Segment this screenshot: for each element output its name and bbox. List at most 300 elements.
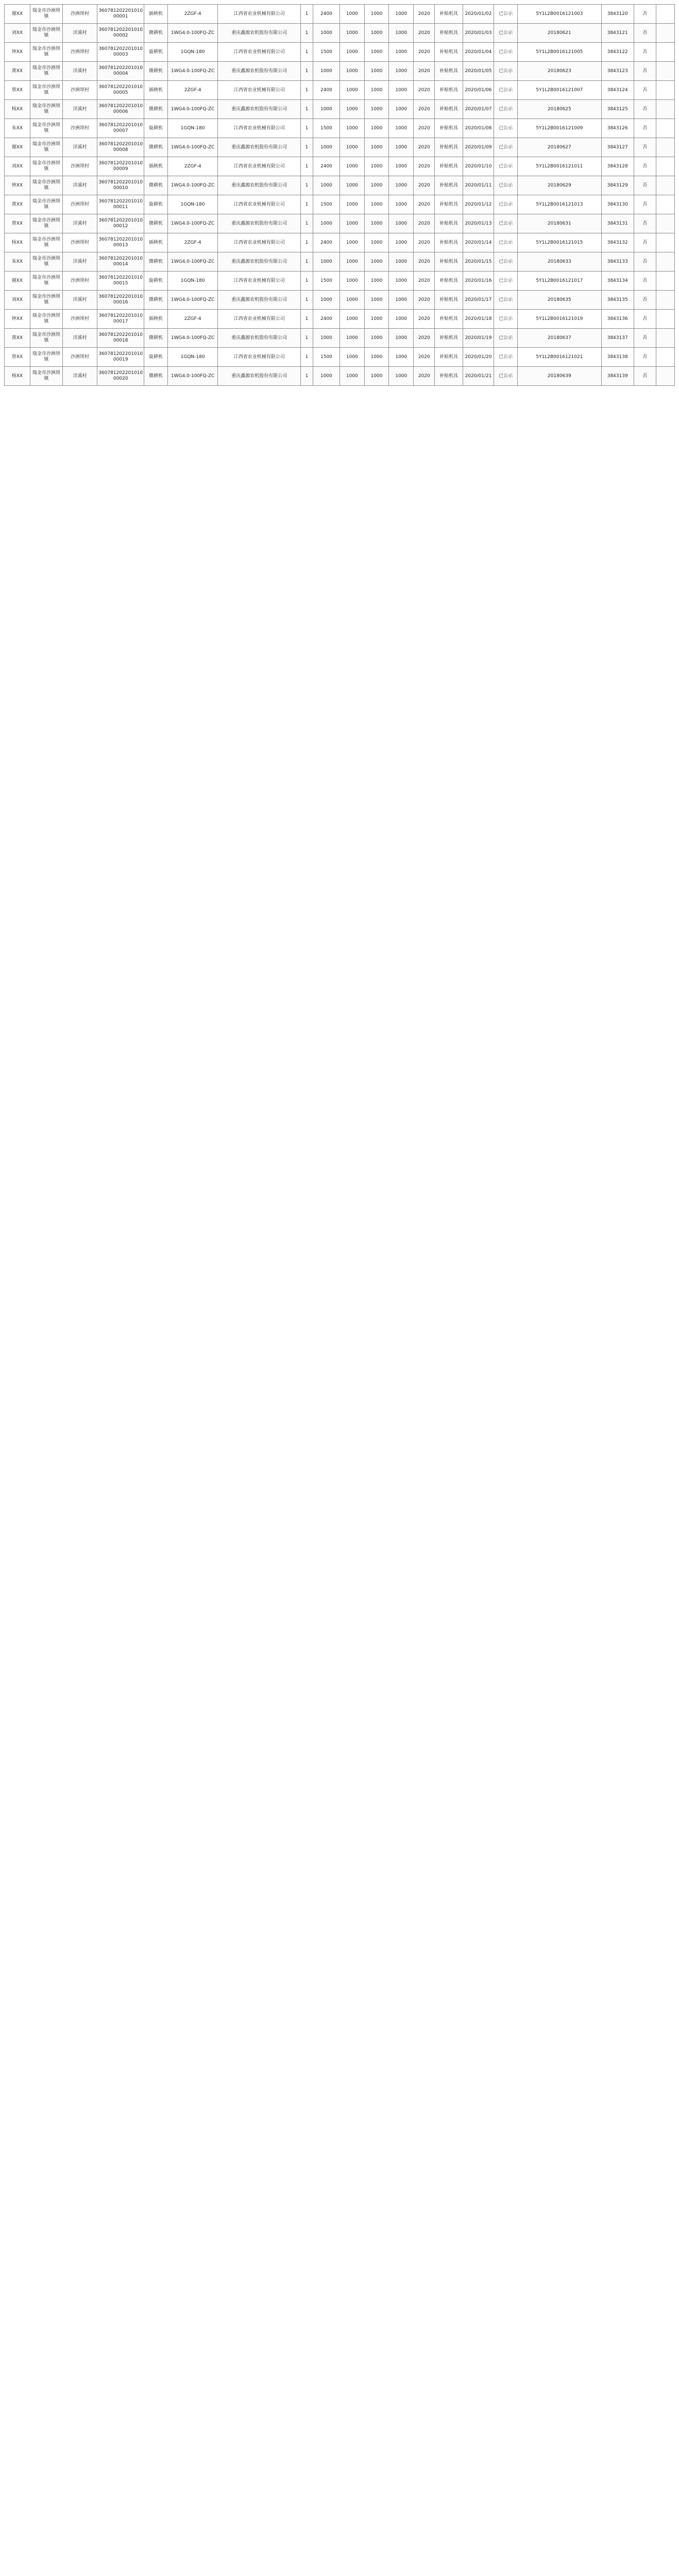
cell-status: 已公示	[494, 138, 518, 157]
cell-central-subsidy: 1000	[364, 291, 389, 310]
cell-year: 2020	[414, 100, 435, 119]
cell-unit-price: 1000	[313, 252, 340, 272]
cell-note	[656, 310, 675, 329]
table-row	[5, 367, 675, 386]
cell-manufacturer: 江西省农业机械有限公司	[218, 157, 301, 176]
cell-township: 瑞金市沙洲坝镇	[30, 272, 62, 291]
cell-note	[656, 367, 675, 386]
cell-quantity: 1	[301, 119, 313, 138]
cell-quantity: 1	[301, 233, 313, 252]
cell-subsidy: 1000	[340, 138, 364, 157]
cell-over-limit: 否	[634, 176, 656, 195]
cell-note	[656, 348, 675, 367]
cell-manufacturer: 重庆鑫源农机股份有限公司	[218, 176, 301, 195]
cell-category: 补贴机具	[435, 329, 463, 348]
cell-provincial-subsidy: 1000	[389, 214, 414, 233]
cell-quantity: 1	[301, 43, 313, 62]
cell-serial-number: 20180637	[517, 329, 601, 348]
cell-category: 补贴机具	[435, 119, 463, 138]
cell-manufacturer: 江西省农业机械有限公司	[218, 119, 301, 138]
cell-manufacturer: 重庆鑫源农机股份有限公司	[218, 329, 301, 348]
cell-serial-number: 5Y1L2B0016121003	[517, 5, 601, 24]
cell-record-code: 36078120220101000010	[97, 176, 144, 195]
table-row	[5, 329, 675, 348]
table-row	[5, 81, 675, 100]
cell-category: 补贴机具	[435, 233, 463, 252]
cell-provincial-subsidy: 1000	[389, 176, 414, 195]
cell-record-code: 36078120220101000020	[97, 367, 144, 386]
cell-year: 2020	[414, 5, 435, 24]
cell-ticket-number: 3843130	[601, 195, 634, 214]
cell-model: 1WG4.0-100FQ-ZC	[167, 367, 218, 386]
cell-buyer-name: 谢XX	[5, 138, 30, 157]
cell-record-code: 36078120220101000013	[97, 233, 144, 252]
cell-serial-number: 5Y1L2B0016121017	[517, 272, 601, 291]
subsidy-ledger	[4, 4, 675, 386]
cell-subsidy: 1000	[340, 62, 364, 81]
cell-machine-type: 插秧机	[144, 81, 168, 100]
cell-township: 瑞金市沙洲坝镇	[30, 43, 62, 62]
cell-buyer-name: 杨XX	[5, 100, 30, 119]
cell-ticket-number: 3843135	[601, 291, 634, 310]
cell-township: 瑞金市沙洲坝镇	[30, 233, 62, 252]
cell-township: 瑞金市沙洲坝镇	[30, 214, 62, 233]
cell-unit-price: 1000	[313, 24, 340, 43]
cell-machine-type: 微耕机	[144, 100, 168, 119]
cell-village: 洋溪村	[62, 100, 97, 119]
ledger-table	[4, 4, 675, 386]
cell-over-limit: 否	[634, 348, 656, 367]
cell-model: 1WG4.0-100FQ-ZC	[167, 100, 218, 119]
cell-serial-number: 5Y1L2B0016121005	[517, 43, 601, 62]
cell-record-code: 36078120220101000011	[97, 195, 144, 214]
cell-year: 2020	[414, 291, 435, 310]
cell-year: 2020	[414, 176, 435, 195]
cell-machine-type: 旋耕机	[144, 43, 168, 62]
cell-purchase-date: 2020/01/07	[463, 100, 494, 119]
cell-township: 瑞金市沙洲坝镇	[30, 252, 62, 272]
cell-provincial-subsidy: 1000	[389, 233, 414, 252]
cell-serial-number: 20180623	[517, 62, 601, 81]
cell-ticket-number: 3843138	[601, 348, 634, 367]
table-row	[5, 310, 675, 329]
cell-machine-type: 微耕机	[144, 367, 168, 386]
cell-village: 洋溪村	[62, 62, 97, 81]
cell-note	[656, 43, 675, 62]
cell-over-limit: 否	[634, 119, 656, 138]
cell-village: 洋溪村	[62, 291, 97, 310]
cell-machine-type: 微耕机	[144, 329, 168, 348]
cell-manufacturer: 江西省农业机械有限公司	[218, 43, 301, 62]
cell-purchase-date: 2020/01/04	[463, 43, 494, 62]
cell-buyer-name: 黄XX	[5, 62, 30, 81]
cell-manufacturer: 重庆鑫源农机股份有限公司	[218, 367, 301, 386]
cell-ticket-number: 3843136	[601, 310, 634, 329]
cell-note	[656, 119, 675, 138]
table-row	[5, 272, 675, 291]
cell-year: 2020	[414, 43, 435, 62]
cell-central-subsidy: 1000	[364, 233, 389, 252]
cell-status: 已公示	[494, 233, 518, 252]
cell-year: 2020	[414, 329, 435, 348]
cell-serial-number: 20180633	[517, 252, 601, 272]
cell-village: 沙洲坝村	[62, 43, 97, 62]
cell-provincial-subsidy: 1000	[389, 272, 414, 291]
cell-record-code: 36078120220101000016	[97, 291, 144, 310]
cell-subsidy: 1000	[340, 272, 364, 291]
cell-manufacturer: 江西省农业机械有限公司	[218, 195, 301, 214]
cell-subsidy: 1000	[340, 252, 364, 272]
cell-quantity: 1	[301, 176, 313, 195]
cell-ticket-number: 3843134	[601, 272, 634, 291]
table-row	[5, 24, 675, 43]
cell-quantity: 1	[301, 157, 313, 176]
cell-record-code: 36078120220101000019	[97, 348, 144, 367]
cell-manufacturer: 江西省农业机械有限公司	[218, 233, 301, 252]
cell-serial-number: 20180629	[517, 176, 601, 195]
cell-status: 已公示	[494, 214, 518, 233]
cell-purchase-date: 2020/01/15	[463, 252, 494, 272]
cell-category: 补贴机具	[435, 348, 463, 367]
cell-buyer-name: 钟XX	[5, 43, 30, 62]
cell-provincial-subsidy: 1000	[389, 100, 414, 119]
cell-status: 已公示	[494, 5, 518, 24]
cell-provincial-subsidy: 1000	[389, 310, 414, 329]
cell-provincial-subsidy: 1000	[389, 329, 414, 348]
cell-model: 1GQN-180	[167, 119, 218, 138]
table-row	[5, 252, 675, 272]
cell-ticket-number: 3843133	[601, 252, 634, 272]
cell-township: 瑞金市沙洲坝镇	[30, 195, 62, 214]
cell-purchase-date: 2020/01/19	[463, 329, 494, 348]
cell-year: 2020	[414, 252, 435, 272]
cell-model: 1GQN-180	[167, 43, 218, 62]
cell-year: 2020	[414, 310, 435, 329]
cell-over-limit: 否	[634, 24, 656, 43]
cell-central-subsidy: 1000	[364, 176, 389, 195]
cell-unit-price: 1000	[313, 329, 340, 348]
cell-quantity: 1	[301, 291, 313, 310]
cell-village: 沙洲坝村	[62, 233, 97, 252]
cell-provincial-subsidy: 1000	[389, 157, 414, 176]
cell-serial-number: 5Y1L2B0016121015	[517, 233, 601, 252]
cell-quantity: 1	[301, 214, 313, 233]
cell-township: 瑞金市沙洲坝镇	[30, 157, 62, 176]
cell-unit-price: 1500	[313, 195, 340, 214]
cell-serial-number: 20180621	[517, 24, 601, 43]
cell-serial-number: 20180639	[517, 367, 601, 386]
cell-subsidy: 1000	[340, 81, 364, 100]
cell-unit-price: 1000	[313, 138, 340, 157]
cell-unit-price: 1000	[313, 100, 340, 119]
cell-model: 2ZGF-4	[167, 310, 218, 329]
cell-serial-number: 5Y1L2B0016121009	[517, 119, 601, 138]
cell-village: 洋溪村	[62, 214, 97, 233]
cell-over-limit: 否	[634, 367, 656, 386]
cell-machine-type: 微耕机	[144, 62, 168, 81]
cell-purchase-date: 2020/01/14	[463, 233, 494, 252]
table-row	[5, 100, 675, 119]
cell-over-limit: 否	[634, 291, 656, 310]
cell-provincial-subsidy: 1000	[389, 195, 414, 214]
cell-township: 瑞金市沙洲坝镇	[30, 5, 62, 24]
cell-over-limit: 否	[634, 214, 656, 233]
cell-year: 2020	[414, 272, 435, 291]
cell-central-subsidy: 1000	[364, 119, 389, 138]
cell-ticket-number: 3843131	[601, 214, 634, 233]
cell-ticket-number: 3843122	[601, 43, 634, 62]
cell-over-limit: 否	[634, 100, 656, 119]
cell-provincial-subsidy: 1000	[389, 5, 414, 24]
cell-village: 沙洲坝村	[62, 348, 97, 367]
cell-village: 沙洲坝村	[62, 195, 97, 214]
cell-village: 沙洲坝村	[62, 81, 97, 100]
cell-model: 2ZGF-4	[167, 233, 218, 252]
cell-ticket-number: 3843127	[601, 138, 634, 157]
cell-note	[656, 100, 675, 119]
table-row	[5, 138, 675, 157]
cell-category: 补贴机具	[435, 272, 463, 291]
cell-central-subsidy: 1000	[364, 138, 389, 157]
cell-status: 已公示	[494, 81, 518, 100]
cell-subsidy: 1000	[340, 176, 364, 195]
cell-quantity: 1	[301, 329, 313, 348]
cell-village: 沙洲坝村	[62, 157, 97, 176]
cell-model: 1WG4.0-100FQ-ZC	[167, 252, 218, 272]
cell-provincial-subsidy: 1000	[389, 43, 414, 62]
cell-unit-price: 1000	[313, 214, 340, 233]
cell-status: 已公示	[494, 291, 518, 310]
cell-ticket-number: 3843126	[601, 119, 634, 138]
cell-note	[656, 214, 675, 233]
cell-machine-type: 旋耕机	[144, 119, 168, 138]
cell-manufacturer: 江西省农业机械有限公司	[218, 272, 301, 291]
cell-machine-type: 微耕机	[144, 138, 168, 157]
table-row	[5, 233, 675, 252]
cell-status: 已公示	[494, 272, 518, 291]
cell-township: 瑞金市沙洲坝镇	[30, 310, 62, 329]
cell-model: 2ZGF-4	[167, 81, 218, 100]
cell-year: 2020	[414, 367, 435, 386]
cell-provincial-subsidy: 1000	[389, 81, 414, 100]
cell-unit-price: 2400	[313, 5, 340, 24]
cell-buyer-name: 曾XX	[5, 214, 30, 233]
cell-serial-number: 5Y1L2B0016121013	[517, 195, 601, 214]
cell-central-subsidy: 1000	[364, 62, 389, 81]
cell-machine-type: 旋耕机	[144, 348, 168, 367]
cell-unit-price: 2400	[313, 81, 340, 100]
cell-buyer-name: 刘XX	[5, 24, 30, 43]
cell-subsidy: 1000	[340, 100, 364, 119]
cell-category: 补贴机具	[435, 62, 463, 81]
cell-record-code: 36078120220101000015	[97, 272, 144, 291]
cell-category: 补贴机具	[435, 291, 463, 310]
cell-purchase-date: 2020/01/05	[463, 62, 494, 81]
cell-machine-type: 旋耕机	[144, 195, 168, 214]
cell-ticket-number: 3843125	[601, 100, 634, 119]
cell-township: 瑞金市沙洲坝镇	[30, 367, 62, 386]
cell-status: 已公示	[494, 176, 518, 195]
cell-quantity: 1	[301, 138, 313, 157]
cell-over-limit: 否	[634, 233, 656, 252]
cell-village: 沙洲坝村	[62, 310, 97, 329]
cell-quantity: 1	[301, 5, 313, 24]
cell-central-subsidy: 1000	[364, 367, 389, 386]
cell-category: 补贴机具	[435, 367, 463, 386]
cell-unit-price: 1000	[313, 291, 340, 310]
cell-village: 洋溪村	[62, 176, 97, 195]
cell-purchase-date: 2020/01/18	[463, 310, 494, 329]
cell-over-limit: 否	[634, 195, 656, 214]
cell-buyer-name: 刘XX	[5, 157, 30, 176]
cell-category: 补贴机具	[435, 195, 463, 214]
cell-buyer-name: 钟XX	[5, 176, 30, 195]
cell-village: 洋溪村	[62, 138, 97, 157]
cell-buyer-name: 曾XX	[5, 348, 30, 367]
cell-central-subsidy: 1000	[364, 24, 389, 43]
cell-status: 已公示	[494, 43, 518, 62]
cell-category: 补贴机具	[435, 214, 463, 233]
cell-buyer-name: 朱XX	[5, 119, 30, 138]
cell-note	[656, 291, 675, 310]
cell-purchase-date: 2020/01/06	[463, 81, 494, 100]
cell-note	[656, 233, 675, 252]
cell-quantity: 1	[301, 252, 313, 272]
cell-year: 2020	[414, 195, 435, 214]
cell-model: 1WG4.0-100FQ-ZC	[167, 214, 218, 233]
cell-central-subsidy: 1000	[364, 100, 389, 119]
cell-central-subsidy: 1000	[364, 81, 389, 100]
cell-unit-price: 1500	[313, 272, 340, 291]
cell-buyer-name: 钟XX	[5, 310, 30, 329]
cell-record-code: 36078120220101000006	[97, 100, 144, 119]
cell-buyer-name: 黄XX	[5, 329, 30, 348]
cell-central-subsidy: 1000	[364, 252, 389, 272]
cell-category: 补贴机具	[435, 176, 463, 195]
cell-unit-price: 1000	[313, 176, 340, 195]
cell-subsidy: 1000	[340, 214, 364, 233]
ledger-body	[5, 5, 675, 386]
cell-township: 瑞金市沙洲坝镇	[30, 24, 62, 43]
cell-model: 1GQN-180	[167, 195, 218, 214]
table-row	[5, 119, 675, 138]
cell-category: 补贴机具	[435, 5, 463, 24]
cell-status: 已公示	[494, 348, 518, 367]
cell-quantity: 1	[301, 24, 313, 43]
cell-provincial-subsidy: 1000	[389, 119, 414, 138]
table-row	[5, 176, 675, 195]
cell-central-subsidy: 1000	[364, 329, 389, 348]
cell-year: 2020	[414, 119, 435, 138]
cell-unit-price: 1000	[313, 62, 340, 81]
cell-quantity: 1	[301, 195, 313, 214]
cell-over-limit: 否	[634, 157, 656, 176]
cell-year: 2020	[414, 62, 435, 81]
cell-quantity: 1	[301, 367, 313, 386]
cell-township: 瑞金市沙洲坝镇	[30, 100, 62, 119]
cell-purchase-date: 2020/01/08	[463, 119, 494, 138]
cell-year: 2020	[414, 348, 435, 367]
cell-provincial-subsidy: 1000	[389, 291, 414, 310]
cell-over-limit: 否	[634, 310, 656, 329]
cell-ticket-number: 3843139	[601, 367, 634, 386]
cell-unit-price: 1000	[313, 367, 340, 386]
cell-provincial-subsidy: 1000	[389, 62, 414, 81]
cell-manufacturer: 江西省农业机械有限公司	[218, 81, 301, 100]
cell-quantity: 1	[301, 310, 313, 329]
cell-quantity: 1	[301, 62, 313, 81]
cell-machine-type: 微耕机	[144, 24, 168, 43]
cell-provincial-subsidy: 1000	[389, 367, 414, 386]
table-row	[5, 43, 675, 62]
cell-purchase-date: 2020/01/02	[463, 5, 494, 24]
cell-note	[656, 5, 675, 24]
cell-status: 已公示	[494, 310, 518, 329]
cell-unit-price: 1500	[313, 119, 340, 138]
cell-category: 补贴机具	[435, 100, 463, 119]
cell-village: 洋溪村	[62, 329, 97, 348]
cell-purchase-date: 2020/01/03	[463, 24, 494, 43]
cell-year: 2020	[414, 81, 435, 100]
cell-model: 1GQN-180	[167, 348, 218, 367]
cell-year: 2020	[414, 214, 435, 233]
cell-purchase-date: 2020/01/09	[463, 138, 494, 157]
cell-category: 补贴机具	[435, 252, 463, 272]
table-row	[5, 214, 675, 233]
cell-status: 已公示	[494, 252, 518, 272]
cell-provincial-subsidy: 1000	[389, 252, 414, 272]
cell-note	[656, 272, 675, 291]
cell-subsidy: 1000	[340, 43, 364, 62]
cell-central-subsidy: 1000	[364, 195, 389, 214]
cell-category: 补贴机具	[435, 138, 463, 157]
cell-model: 1WG4.0-100FQ-ZC	[167, 138, 218, 157]
cell-category: 补贴机具	[435, 24, 463, 43]
cell-village: 沙洲坝村	[62, 119, 97, 138]
cell-note	[656, 24, 675, 43]
cell-category: 补贴机具	[435, 81, 463, 100]
cell-township: 瑞金市沙洲坝镇	[30, 176, 62, 195]
cell-manufacturer: 重庆鑫源农机股份有限公司	[218, 138, 301, 157]
cell-record-code: 36078120220101000008	[97, 138, 144, 157]
cell-purchase-date: 2020/01/12	[463, 195, 494, 214]
cell-subsidy: 1000	[340, 329, 364, 348]
cell-subsidy: 1000	[340, 5, 364, 24]
cell-machine-type: 微耕机	[144, 214, 168, 233]
cell-unit-price: 2400	[313, 233, 340, 252]
cell-buyer-name: 杨XX	[5, 233, 30, 252]
cell-serial-number: 20180627	[517, 138, 601, 157]
table-row	[5, 348, 675, 367]
cell-manufacturer: 江西省农业机械有限公司	[218, 5, 301, 24]
cell-subsidy: 1000	[340, 24, 364, 43]
cell-note	[656, 176, 675, 195]
cell-serial-number: 20180635	[517, 291, 601, 310]
cell-ticket-number: 3843120	[601, 5, 634, 24]
cell-purchase-date: 2020/01/13	[463, 214, 494, 233]
cell-township: 瑞金市沙洲坝镇	[30, 138, 62, 157]
cell-model: 1GQN-180	[167, 272, 218, 291]
cell-purchase-date: 2020/01/21	[463, 367, 494, 386]
cell-machine-type: 插秧机	[144, 5, 168, 24]
cell-buyer-name: 杨XX	[5, 367, 30, 386]
cell-over-limit: 否	[634, 252, 656, 272]
cell-village: 洋溪村	[62, 24, 97, 43]
cell-over-limit: 否	[634, 62, 656, 81]
cell-ticket-number: 3843137	[601, 329, 634, 348]
cell-buyer-name: 朱XX	[5, 252, 30, 272]
cell-manufacturer: 重庆鑫源农机股份有限公司	[218, 62, 301, 81]
